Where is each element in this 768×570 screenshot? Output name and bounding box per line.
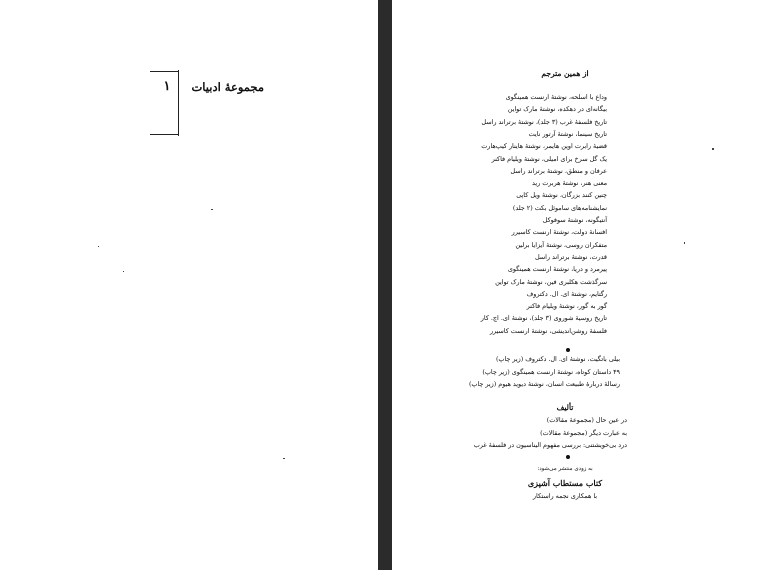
translation-item: معنی هنر، نوشتهٔ هربرت رید: [532, 179, 607, 188]
translation-item: وداع با اسلحه، نوشتهٔ ارنست همینگوی: [505, 93, 607, 101]
series-number: ۱: [163, 79, 171, 94]
translation-item: تاریخ فلسفهٔ غرب (۳ جلد)، نوشتهٔ برتراند راسل: [481, 117, 607, 126]
heading-same-translator: از همین مترجم: [541, 69, 589, 78]
translation-item: تاریخ روسیهٔ شوروی (۳ جلد)، نوشتهٔ ای. اچ. کار: [480, 314, 607, 323]
left-page: [0, 0, 378, 570]
translation-item: عرفان و منطق، نوشتهٔ برتراند راسل: [510, 166, 607, 175]
scan-speck: [123, 271, 124, 272]
translation-item: چنین کنند بزرگان، نوشتهٔ ویل کاپی: [516, 191, 607, 200]
translation-item: بیگانه‌ای در دهکده، نوشتهٔ مارک تواین: [507, 105, 607, 114]
title-rule-top: [150, 71, 178, 72]
translation-item: فلسفهٔ روشن‌اندیشی، نوشتهٔ ارنست کاسیرر: [489, 326, 607, 335]
translation-item: قدرت، نوشتهٔ برتراند راسل: [534, 252, 607, 261]
authored-item: در عین حال (مجموعهٔ مقالات): [546, 416, 627, 424]
translation-item: پیرمرد و دریا، نوشتهٔ ارنست همینگوی: [507, 265, 607, 274]
translation-item: قضیهٔ رابرت اوپن هایمر، نوشتهٔ هاینار کیپ‌هارت: [481, 142, 607, 151]
title-rule-bottom: [150, 134, 178, 135]
translation-item: نمایشنامه‌های ساموئل بکت (۲ جلد): [512, 203, 607, 212]
in-print-item: ۴۹ داستان کوتاه، نوشتهٔ ارنست همینگوی (زیر چاپ): [482, 367, 620, 376]
scan-speck: [98, 246, 99, 247]
scan-speck: [712, 148, 714, 150]
section-bullet: [566, 348, 570, 352]
scan-speck: [283, 458, 285, 459]
book-gutter: [378, 0, 392, 570]
series-title: مجموعهٔ ادبیات: [191, 80, 264, 94]
translation-item: افسانهٔ دولت، نوشتهٔ ارنست کاسیرر: [511, 228, 607, 237]
translation-item: آنتیگونه، نوشتهٔ سوفوکل: [542, 216, 607, 224]
scan-speck: [211, 209, 213, 210]
in-print-item: بیلی باتگیت، نوشتهٔ ای. ال. دکتروف (زیر چاپ): [495, 355, 620, 363]
authored-item: درد بی‌خویشتنی: بررسی مفهوم الیناسیون در فلسفهٔ غرب: [473, 441, 627, 449]
authored-item: به عبارت دیگر (مجموعهٔ مقالات): [540, 428, 627, 437]
translation-item: متفکران روسی، نوشتهٔ آیزایا برلین: [515, 240, 607, 249]
heading-author: تألیف: [556, 403, 574, 412]
translation-item: تاریخ سینما، نوشتهٔ آرتور نایت: [528, 129, 607, 138]
forthcoming-title: کتاب مستطاب آشپزی: [527, 478, 603, 488]
forthcoming-collab: با همکاری نجمه راستکار: [532, 492, 598, 500]
translation-item: سرگذشت هکلبری فین، نوشتهٔ مارک تواین: [495, 277, 607, 286]
forthcoming-note: به زودی منتشر می‌شود:: [537, 466, 593, 472]
translation-item: رگتایم، نوشتهٔ ای. ال. دکتروف: [526, 289, 607, 298]
section-bullet: [566, 455, 570, 459]
scan-speck: [684, 242, 685, 244]
in-print-item: رسالهٔ دربارهٔ طبیعت انسان، نوشتهٔ دیوید هیوم (زیر چاپ): [468, 380, 620, 388]
translation-item: یک گل سرخ برای امیلی، نوشتهٔ ویلیام فاکنر: [491, 154, 607, 163]
translation-item: گور به گور، نوشتهٔ ویلیام فاکنر: [526, 302, 607, 311]
